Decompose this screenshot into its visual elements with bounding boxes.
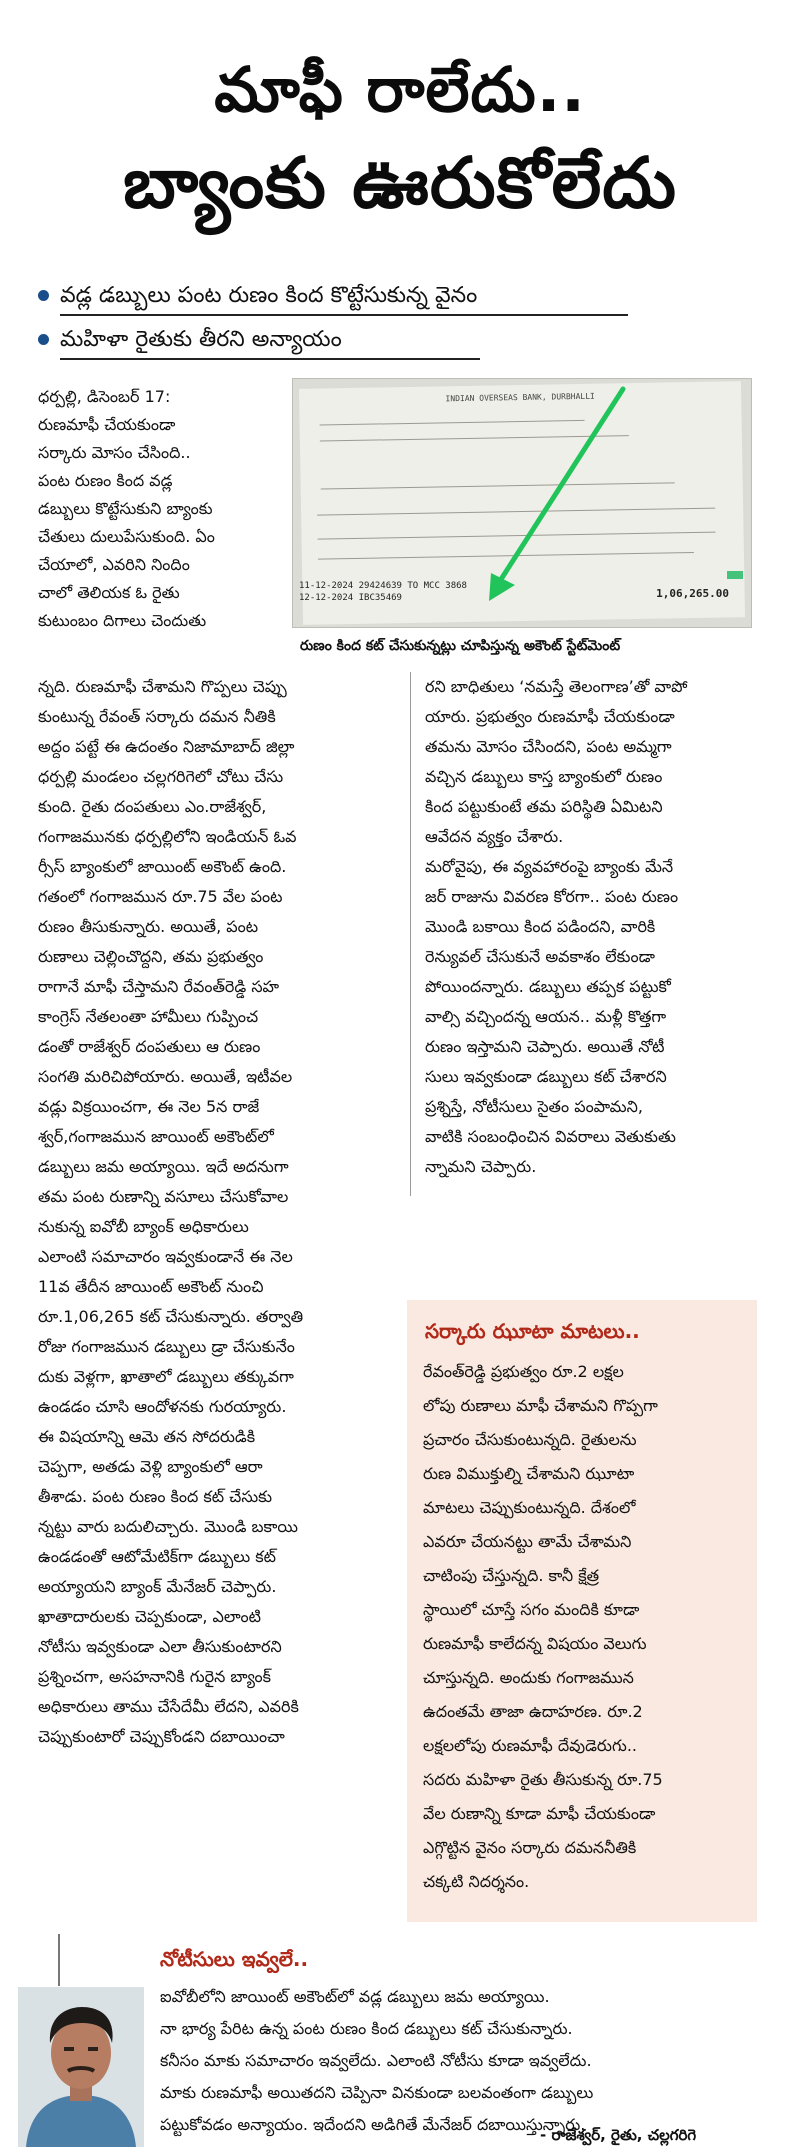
body-line: ఖాతాదారులకు చెప్పకుండా, ఎలాంటి [38,1607,261,1626]
body-line: రుణం తీసుకున్నారు. అయితే, పంట [38,917,259,936]
statement-row: 11-12-2024 29424639 TO MCC 3868 [299,581,467,591]
body-line: ఎలాంటి సమాచారం ఇవ్వకుండానే ఈ నెల [38,1247,293,1266]
body-line: అధికారులు తాము చేసేదేమీ లేదని, ఎవరికి [38,1697,299,1716]
dateline: ధర్పల్లి, డిసెంబర్ 17: [38,387,171,406]
body-line: ర్సీస్ బ్యాంకులో జాయింట్ అకౌంట్ ఉంది. [38,857,287,876]
body-line: చెప్పగా, అతడు వెళ్లి బ్యాంకులో ఆరా [38,1457,263,1476]
quote-line: నా భార్య పేరిట ఉన్న పంట రుణం కింద డబ్బులు కట్ చేసుకున్నారు. [160,2019,573,2038]
sidebar-line: స్థాయిలో చూస్తే సగం మందికి కూడా [423,1600,640,1619]
body-line: కుంటున్న రేవంత్ సర్కారు దమన నీతికి [38,707,276,726]
sidebar-line: రుణ విముక్తుల్ని చేశామని ఝూటా [423,1464,635,1483]
quote-line: కనీసం మాకు సమాచారం ఇవ్వలేదు. ఎలాంటి నోటీసు కూడా ఇవ్వలేదు. [160,2051,592,2070]
farmer-portrait-icon [18,1987,144,2147]
sidebar-line: ఎవరూ చేయనట్టు తామే చేశామని [423,1532,632,1551]
body-line: మరోవైపు, ఈ వ్యవహారంపై బ్యాంకు మేనే [425,857,674,876]
sidebar-box [407,1300,757,1922]
deck-item-1 [38,278,758,316]
body-line: యారు. ప్రభుత్వం రుణమాఫీ చేయకుండా [425,707,675,726]
body-line: వాల్సి వచ్చిందన్న ఆయన.. మళ్లీ కొత్తగా [425,1007,667,1026]
sidebar-line: లోపు రుణాలు మాఫీ చేశామని గొప్పగా [423,1396,658,1415]
body-line: రాగానే మాఫీ చేస్తామని రేవంత్‌రెడ్డి సహ [38,977,280,996]
body-line: దుకు వెళ్లగా, ఖాతాలో డబ్బులు తక్కువగా [38,1367,294,1386]
body-line: రుణం ఇస్తామని చెప్పారు. అయితే నోటీ [425,1037,665,1056]
body-line: చెప్పుకుంటారో చెప్పుకోండని దబాయించా [38,1727,285,1746]
deck-text: వడ్ల డబ్బులు పంట రుణం కింద కొట్టేసుకున్న వైనం [60,283,478,308]
bullet-icon [38,290,49,301]
body-line: రుణమాఫీ చేయకుండా [38,415,176,434]
body-line: ఈ విషయాన్ని ఆమె తన సోదరుడికి [38,1427,256,1446]
quote-title: నోటీసులు ఇవ్వలే.. [160,1947,309,1971]
deck-text: మహిళా రైతుకు తీరని అన్యాయం [60,327,342,352]
body-line: తమ పంట రుణాన్ని వసూలు చేసుకోవాల [38,1187,289,1206]
body-line: నోటీసు ఇవ్వకుండా ఎలా తీసుకుంటారని [38,1637,282,1656]
body-line: పోయిందన్నారు. డబ్బులు తప్పక పట్టుకో [425,977,671,996]
body-line: తీశాడు. పంట రుణం కింద కట్ చేసుకు [38,1487,272,1506]
avatar [18,1987,144,2147]
body-line: చేయాలో, ఎవరిని నిందిం [38,555,190,574]
body-line: ఆవేదన వ్యక్తం చేశారు. [425,827,564,846]
body-line: కుంది. రైతు దంపతులు ఎం.రాజేశ్వర్, [38,797,267,816]
body-line: గంగాజమునకు ధర్పల్లిలోని ఇండియన్ ఓవ [38,827,297,846]
body-line: జర్ రాజును వివరణ కోరగా.. పంట రుణం [425,887,679,906]
body-line: మొండి బకాయి కింద పడిందని, వారికి [425,917,656,936]
sidebar-title: సర్కారు ఝూటా మాటలు.. [425,1319,640,1343]
body-line: శ్వర్,గంగాజమున జాయింట్ అకౌంట్‌లో [38,1127,274,1146]
body-line: ప్రశ్నించగా, అసహనానికి గురైన బ్యాంక్ [38,1667,272,1686]
statement-highlighted-rows [299,579,745,619]
body-line: కాంగ్రెస్ నేతలంతా హామీలు గుప్పించ [38,1007,259,1026]
bank-statement-photo [292,378,752,628]
headline-line-2: బ్యాంకు ఊరుకోలేదు [123,142,677,224]
body-line: డంతో రాజేశ్వర్ దంపతులు ఆ రుణం [38,1037,261,1056]
body-line: ఉండడంతో ఆటోమేటిక్‌గా డబ్బులు కట్ [38,1547,276,1566]
quote-divider [58,1934,60,1986]
quote-line: మాకు రుణమాఫీ అయితదని చెప్పినా వినకుండా బలవంతంగా డబ్బులు [160,2083,594,2102]
headline-line-1: మాఫీ రాలేదు.. [214,53,586,126]
deck-underline [60,358,480,360]
body-line: ధర్పల్లి మండలం చల్లగరిగెలో చోటు చేసు [38,767,284,786]
sidebar-line: చూస్తున్నది. అందుకు గంగాజమున [423,1668,634,1687]
photo-caption: రుణం కింద కట్ చేసుకున్నట్లు చూపిస్తున్న అకౌంట్ స్టేట్‌మెంట్ [300,638,621,654]
body-line: రోజు గంగాజమున డబ్బులు డ్రా చేసుకునేం [38,1337,295,1356]
body-line: రుణాలు చెల్లించొద్దని, తమ ప్రభుత్వం [38,947,264,966]
body-line: రెన్యువల్ చేసుకునే అవకాశం లేకుండా [425,947,655,966]
quote-line: పట్టుకోవడం అన్యాయం. ఇదేందని అడిగితే మేనేజర్ దబాయిస్తున్నారు. [160,2115,586,2134]
body-line: వడ్లు విక్రయించగా, ఈ నెల 5న రాజే [38,1097,260,1116]
body-line: తమను మోసం చేసిందని, పంట అమ్మగా [425,737,672,756]
sidebar-line: ఎగ్గొట్టిన వైనం సర్కారు దమననీతికి [423,1838,637,1857]
sidebar-line: లక్షలలోపు రుణమాఫీ దేవుడెరుగు.. [423,1736,637,1755]
statement-row: 12-12-2024 IBC35469 [299,593,402,603]
body-line: 11వ తేదీన జాయింట్ అకౌంట్ నుంచి [38,1277,264,1296]
quote-signature: - రాజేశ్వర్, రైతు, చల్లగరిగె [540,2126,697,2144]
sidebar-line: ప్రచారం చేసుకుంటున్నది. రైతులను [423,1430,637,1449]
body-line: ప్రశ్నిస్తే, నోటీసులు సైతం పంపామని, [425,1097,643,1116]
body-line: చాలో తెలియక ఓ రైతు [38,583,180,602]
green-highlight-mark [727,571,743,579]
body-line: సులు ఇవ్వకుండా డబ్బులు కట్ చేశారని [425,1067,667,1086]
sidebar-line: ఉదంతమే తాజా ఉదాహరణ. రూ.2 [423,1702,643,1721]
body-line: వచ్చిన డబ్బులు కాస్త బ్యాంకులో రుణం [425,767,663,786]
body-line: పంట రుణం కింద వడ్ల [38,471,173,490]
sidebar-line: చక్కటి నిదర్శనం. [423,1872,530,1891]
deck-item-2 [38,322,758,360]
body-line: రూ.1,06,265 కట్ చేసుకున్నారు. తర్వాతి [38,1307,304,1326]
statement-amount: 1,06,265.00 [656,587,729,600]
sidebar-line: వేల రుణాన్ని కూడా మాఫీ చేయకుండా [423,1804,656,1823]
body-line: న్నట్టు వారు బదులిచ్చారు. మొండి బకాయి [38,1517,299,1536]
sidebar-line: రేవంత్‌రెడ్డి ప్రభుత్వం రూ.2 లక్షల [423,1362,624,1381]
body-line: అద్దం పట్టే ఈ ఉదంతం నిజామాబాద్ జిల్లా [38,737,295,756]
body-line: చేతులు దులుపేసుకుంది. ఏం [38,527,215,546]
sidebar-line: మాటలు చెప్పుకుంటున్నది. దేశంలో [423,1498,636,1517]
body-line: కుటుంబం దిగాలు చెందుతు [38,611,207,630]
body-line: నుకున్న ఐవోబీ బ్యాంక్ అధికారులు [38,1217,249,1236]
body-line: న్నది. రుణమాఫీ చేశామని గొప్పలు చెప్పు [38,677,287,696]
body-line: గతంలో గంగాజమున రూ.75 వేల పంట [38,887,283,906]
deck-underline [60,314,628,316]
body-line: కింద పట్టుకుంటే తమ పరిస్థితి ఏమిటని [425,797,663,816]
body-line: ఉండడం చూసి ఆందోళనకు గురయ్యారు. [38,1397,287,1416]
bullet-icon [38,334,49,345]
body-line: న్నామని చెప్పారు. [425,1157,537,1176]
body-line: అయ్యాయని బ్యాంక్ మేనేజర్ చెప్పారు. [38,1577,277,1596]
body-line: సర్కారు మోసం చేసింది.. [38,443,191,462]
column-divider [410,672,411,1196]
sidebar-line: చాటింపు చేస్తున్నది. కానీ క్షేత్ర [423,1566,600,1585]
statement-bank-name: INDIAN OVERSEAS BANK, DURBHALLI [445,391,595,404]
body-line: వాటికి సంబంధించిన వివరాలు వెతుకుతు [425,1127,676,1146]
body-line: డబ్బులు కొట్టేసుకుని బ్యాంకు [38,499,213,518]
sidebar-line: సదరు మహిళా రైతు తీసుకున్న రూ.75 [423,1770,663,1789]
body-line: డబ్బులు జమ అయ్యాయి. ఇదే అదనుగా [38,1157,289,1176]
body-line: రని బాధితులు ‘నమస్తే తెలంగాణ’తో వాపో [425,677,688,696]
body-line: సంగతి మరిచిపోయారు. అయితే, ఇటీవల [38,1067,293,1086]
quote-line: ఐవోబీలోని జాయింట్ అకౌంట్‌లో వడ్ల డబ్బులు జమ అయ్యాయి. [160,1987,550,2006]
sidebar-line: రుణమాఫీ కాలేదన్న విషయం వెలుగు [423,1634,647,1653]
